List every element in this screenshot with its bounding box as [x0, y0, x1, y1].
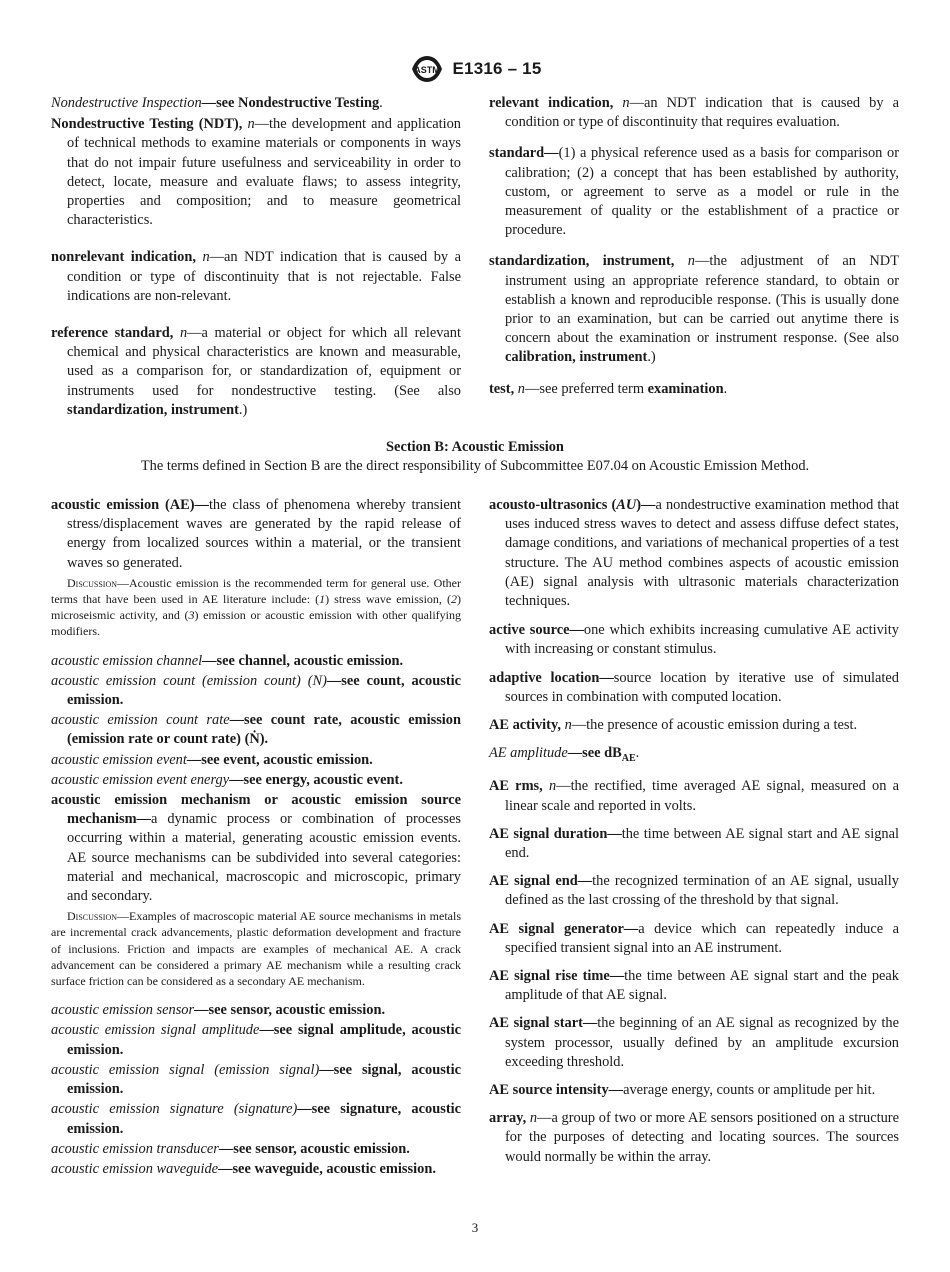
- xref-entry: acoustic emission sensor—see sensor, acoustic emission.: [51, 1002, 386, 1019]
- entry-term: test,: [489, 380, 515, 397]
- entry-see-also: examination: [647, 380, 724, 397]
- definition-entry: reference standard, n—a material or object for which all relevant chemical and physical characteristics are known and measurable, used as a comparison for, or standardization of, equipment or instruments used for nondestructive testing. (See also standardization, instrument.): [51, 325, 461, 418]
- entry-term: array,: [489, 1110, 527, 1127]
- xref-entry: acoustic emission count rate—see count rate, acoustic emission (emission rate or count rate) (Ṅ).: [51, 712, 461, 748]
- entry-term: AE source intensity—: [489, 1081, 624, 1098]
- entry-definition: —the rectified, time averaged AE signal, measured on a linear scale and reported in volts.: [505, 778, 899, 814]
- entry-definition: the time between AE signal start and the peak amplitude of that AE signal.: [505, 967, 899, 1004]
- entry-see-also: standardization, instrument: [67, 401, 239, 418]
- entry-term: acoustic emission (AE)—: [51, 497, 209, 513]
- definition-entry: Nondestructive Testing (NDT), n—the development and application of technical methods to examine materials or components in ways that do not impair future usefulness and serviceability in order to detect, locate, measure and evaluate flaws; to assess integrity, properties and composition; and to measure geometrical characteristics.: [51, 116, 461, 229]
- entry-definition: (1) a physical reference used as a basis for comparison or calibration; (2) a concept that has been established by authority, custom, or agreement to serve as a model or rule in the measurement of quality or the establishment of a practice or procedure.: [505, 145, 899, 239]
- discussion-note: Discussion—Examples of macroscopic material AE source mechanisms in metals are incremental crack advancements, plastic deformation development and fracture of inclusions. Friction and impacts are examples of mechanical AE. A crack advancement can be considered a primary AE mechanism while a resulting crack surface friction can be considered as a secondary AE mechanism.: [51, 909, 461, 989]
- discussion-note: Discussion—Acoustic emission is the recommended term for general use. Other terms that have been used in AE literature include: (1) stress wave emission, (2) microseismic activity, and (3) emission or acoustic emission with other qualifying modifiers.: [51, 575, 462, 639]
- entry-definition: a nondestructive examination method that uses induced stress waves to detect and assess diffuse defect states, damage conditions, and variations of mechanical properties of a test structure. The AU method combines aspects of acoustic emission (AE) signal analysis with ultrasonic materials characterization techniques.: [505, 497, 900, 610]
- entry-definition: the class of phenomena whereby transient stress/displacement waves are generated by the rapid release of energy from localized sources within a material, or the transient waves so generated.: [67, 497, 461, 571]
- entry-term: standardization, instrument,: [489, 253, 675, 270]
- entry-term: standard—: [489, 145, 559, 162]
- xref-entry: acoustic emission signal amplitude—see signal amplitude, acoustic emission.: [51, 1022, 461, 1058]
- astm-logo-text: ASTM: [413, 65, 440, 75]
- section-heading: [50, 438, 900, 476]
- definition-entry: [489, 496, 899, 611]
- section-title: Section B: Acoustic Emission: [386, 439, 564, 455]
- entry-definition: one which exhibits increasing cumulative AE activity with increasing or constant stimulus.: [505, 622, 899, 658]
- entry-definition: —an NDT indication that is caused by a condition or type of discontinuity that is not rejectable. False indications are non-relevant.: [67, 249, 461, 304]
- entry-term: acoustic emission mechanism or acoustic emission source mechanism—: [51, 792, 461, 828]
- entry-term: reference standard,: [51, 325, 174, 342]
- entry-definition: source location by iterative use of simulated sources in combination with computed location.: [505, 669, 899, 705]
- top-right-column: [489, 94, 899, 412]
- entry-term: Nondestructive Testing (NDT),: [51, 116, 243, 133]
- definition-entry: relevant indication, n—an NDT indication that is caused by a condition or type of discontinuity that requires evaluation.: [489, 95, 899, 131]
- entry-term: active source—: [489, 622, 584, 639]
- entry-term: Nondestructive Inspection: [51, 95, 202, 111]
- entry-term: nonrelevant indication,: [51, 249, 196, 266]
- page-number: 3: [471, 1220, 479, 1235]
- xref-entry: acoustic emission signature (signature)—see signature, acoustic emission.: [51, 1101, 461, 1137]
- entry-definition: —the adjustment of an NDT instrument using an appropriate reference standard, to obtain or establish a known and reproducible response. (This is usually done prior to an examination, but can be carried out anytime there is concern about the examination or instrument response. (See also: [505, 253, 899, 347]
- definition-entry: [489, 825, 899, 863]
- entry-definition: the recognized termination of an AE signal, usually defined as the last crossing of the threshold by that signal.: [505, 873, 899, 909]
- page-header: [0, 52, 950, 86]
- entry-definition: —see preferred term: [524, 380, 648, 397]
- section-b-left-column: [51, 496, 461, 1180]
- definition-entry: [489, 144, 899, 240]
- entry-term: AE signal generator—: [489, 920, 639, 937]
- definition-entry: nonrelevant indication, n—an NDT indication that is caused by a condition or type of discontinuity that is not rejectable. False indications are non-relevant.: [51, 249, 461, 304]
- xref-entry: Nondestructive Inspection—see Nondestructive Testing.: [51, 95, 383, 111]
- entry-term: AE signal duration—: [489, 825, 622, 842]
- entry-definition: average energy, counts or amplitude per hit.: [623, 1081, 876, 1098]
- xref-entry: acoustic emission event—see event, acoustic emission.: [51, 751, 373, 768]
- xref-entry: acoustic emission waveguide—see waveguide, acoustic emission.: [51, 1160, 436, 1177]
- definition-entry: [489, 967, 899, 1005]
- xref-entry: acoustic emission event energy—see energy, acoustic event.: [51, 771, 403, 788]
- entry-term: relevant indication,: [489, 95, 614, 111]
- entry-definition: a device which can repeatedly induce a specified transient signal into an AE instrument.: [505, 920, 899, 956]
- entry-term: AE rms,: [489, 778, 543, 795]
- entry-term: AE activity,: [489, 717, 561, 734]
- definition-entry: [51, 496, 461, 573]
- definition-entry: array, n—a group of two or more AE sensors positioned on a structure for the purposes of detecting and locating sources. The sources would normally be within the array.: [489, 1110, 899, 1165]
- top-left-column: [51, 94, 461, 433]
- definition-entry: AE rms, n—the rectified, time averaged AE signal, measured on a linear scale and reported in volts.: [489, 778, 899, 814]
- entry-term: acousto-ultrasonics (AU)—: [489, 497, 656, 513]
- astm-logo: [409, 54, 445, 84]
- section-subtitle: The terms defined in Section B are the direct responsibility of Subcommittee E07.04 on Acoustic Emission Method.: [140, 458, 810, 475]
- definition-entry: [489, 1081, 899, 1100]
- definition-entry: [489, 872, 899, 910]
- document-number: E1316 – 15: [452, 59, 542, 78]
- xref-entry: acoustic emission transducer—see sensor, acoustic emission.: [51, 1140, 410, 1157]
- entry-term: AE signal end—: [489, 873, 593, 890]
- entry-definition: —the presence of acoustic emission during a test.: [571, 717, 858, 734]
- definition-entry: [489, 920, 899, 958]
- entry-definition: the time between AE signal start and AE signal end.: [505, 825, 899, 861]
- entry-ref: Nondestructive Testing: [238, 95, 380, 111]
- definition-entry: [489, 621, 899, 659]
- definition-entry: test, n—see preferred term examination.: [489, 380, 728, 397]
- entry-definition: —the development and application of technical methods to examine materials or components in ways that do not impair future usefulness and serviceability in order to detect, locate, measure and evaluate flaws; to assess integrity, properties and composition; and to measure geometrical characteristics.: [67, 116, 461, 229]
- entry-definition: —a material or object for which all relevant chemical and physical characteristics are known and measurable, used as a comparison for, or standardization of, equipment or instruments used for nondestructive testing. (See also: [67, 325, 461, 399]
- section-b-right-column: [489, 496, 899, 1167]
- definition-entry: [51, 791, 461, 906]
- entry-definition: the beginning of an AE signal as recognized by the system processor, usually defined by an amplitude excursion exceeding threshold.: [505, 1015, 899, 1070]
- entry-definition: a dynamic process or combination of processes occurring within a material, generating acoustic emission events. AE source mechanisms can be subdivided into several categories: material and mechanical, macroscopic and microscopic, primary and secondary.: [67, 811, 461, 905]
- xref-entry: acoustic emission channel—see channel, acoustic emission.: [51, 652, 404, 669]
- definition-entry: AE activity, n—the presence of acoustic emission during a test.: [489, 717, 858, 734]
- xref-entry: acoustic emission count (emission count) (N)—see count, acoustic emission.: [51, 672, 461, 709]
- definition-entry: [489, 669, 899, 707]
- entry-definition: —an NDT indication that is caused by a condition or type of discontinuity that requires evaluation.: [505, 95, 899, 131]
- definition-entry: [489, 1014, 899, 1072]
- xref-entry: acoustic emission signal (emission signal)—see signal, acoustic emission.: [51, 1061, 461, 1098]
- entry-term: AE signal rise time—: [489, 967, 625, 984]
- definition-entry: standardization, instrument, n—the adjustment of an NDT instrument using an appropriate reference standard, to obtain or establish a known and reproducible response. (This is usually done prior to an examination, but can be carried out anytime there is concern about the examination or instrument response. (See also calibration, instrument.): [489, 253, 899, 366]
- entry-term: AE signal start—: [489, 1015, 598, 1032]
- entry-see-also: calibration, instrument: [505, 349, 648, 366]
- entry-definition: —a group of two or more AE sensors positioned on a structure for the purposes of detecting and locating sources. The sources would normally be within the array.: [505, 1110, 899, 1165]
- xref-entry: AE amplitude—see $dB_{AE}$.: [489, 745, 640, 765]
- entry-term: adaptive location—: [489, 669, 614, 686]
